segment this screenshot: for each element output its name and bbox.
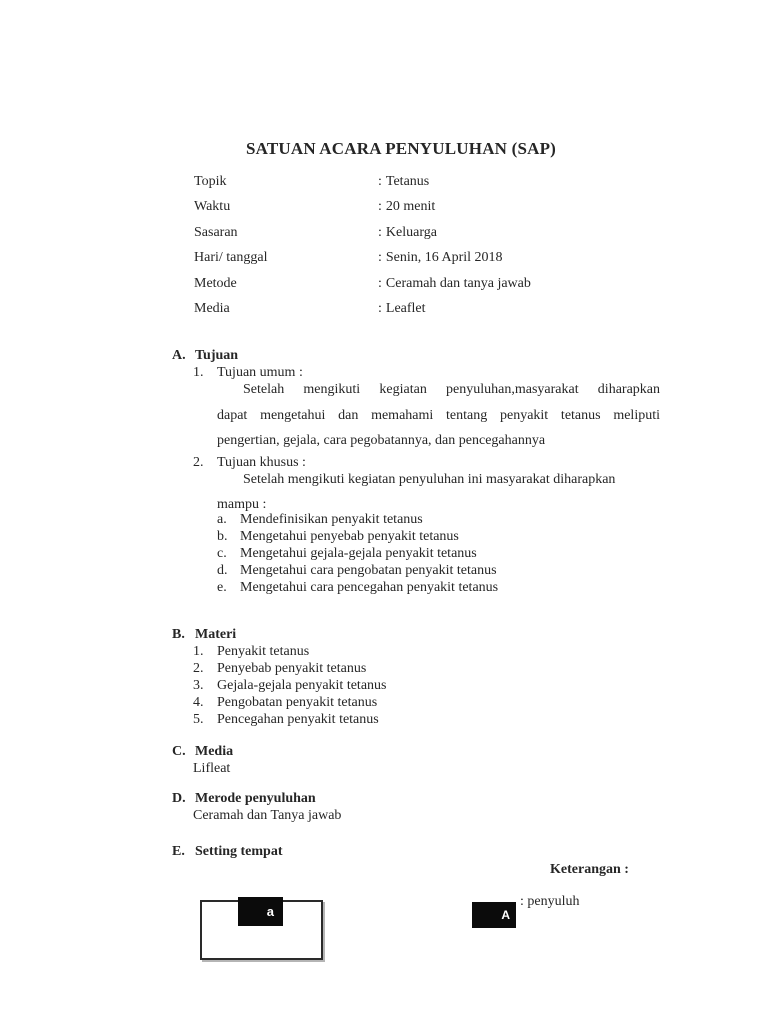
list-item-number: 3.: [193, 678, 204, 693]
meta-row-hari-tanggal: [194, 249, 664, 274]
section-letter: E.: [172, 844, 185, 859]
meta-separator: :: [378, 275, 382, 291]
section-metode-body: Ceramah dan Tanya jawab: [193, 808, 342, 823]
list-item-number: 2.: [193, 661, 204, 676]
meta-value: 20 menit: [385, 199, 436, 215]
list-item: [217, 579, 664, 596]
paragraph-line: mampu :: [217, 497, 267, 512]
list-item: [193, 660, 664, 677]
section-letter: A.: [172, 348, 186, 363]
item-number: 1.: [193, 365, 204, 380]
list-item-letter: a.: [217, 511, 227, 527]
meta-separator: :: [378, 174, 382, 189]
meta-label: Media: [194, 300, 230, 316]
list-item-text: Penyakit tetanus: [217, 644, 310, 659]
list-item: [217, 562, 664, 579]
list-item-text: Mengetahui cara pengobatan penyakit tetanus: [240, 562, 497, 578]
list-item-text: Mengetahui penyebab penyakit tetanus: [240, 528, 459, 544]
section-title: Tujuan: [195, 348, 239, 363]
tujuan-umum-paragraph: [217, 377, 660, 454]
list-item-number: 4.: [193, 695, 204, 710]
meta-row-waktu: [194, 198, 664, 223]
list-item-number: 1.: [193, 644, 204, 659]
meta-row-topik: [194, 173, 664, 198]
keterangan-label: Keterangan :: [550, 862, 629, 877]
item-label: Tujuan umum :: [217, 365, 303, 380]
meta-label: Topik: [194, 174, 227, 189]
list-item-text: Mendefinisikan penyakit tetanus: [240, 511, 423, 527]
section-letter: C.: [172, 744, 186, 759]
list-item-text: Pencegahan penyakit tetanus: [217, 712, 379, 727]
list-item-letter: c.: [217, 545, 227, 561]
penyuluh-legend-symbol: A: [501, 907, 510, 922]
section-metode-heading: [172, 790, 664, 807]
meta-value: Tetanus: [385, 174, 430, 189]
meta-label: Hari/ tanggal: [194, 250, 268, 266]
list-item-text: Penyebab penyakit tetanus: [217, 661, 367, 676]
meta-separator: :: [378, 224, 382, 240]
meta-label: Waktu: [194, 199, 231, 215]
paragraph-line: pengertian, gejala, cara pegobatannya, dan pencegahannya: [217, 433, 546, 448]
list-item-text: Pengobatan penyakit tetanus: [217, 695, 378, 710]
section-materi-heading: [172, 626, 664, 643]
meta-separator: :: [378, 300, 382, 316]
section-title: Merode penyuluhan: [195, 791, 316, 806]
section-media-heading: [172, 743, 664, 760]
list-item: [217, 545, 664, 562]
section-title: Setting tempat: [195, 844, 283, 859]
meta-row-metode: [194, 275, 664, 300]
section-setting-tempat: [172, 843, 664, 860]
paragraph-line: dapat mengetahui dan memahami tentang penyakit tetanus meliputi: [217, 407, 660, 423]
list-item: [217, 511, 664, 528]
section-tujuan: [172, 347, 664, 596]
list-item: [193, 677, 664, 694]
list-item-text: Mengetahui cara pencegahan penyakit tetanus: [240, 579, 499, 595]
meta-value: Keluarga: [385, 224, 437, 240]
penyuluh-legend-text: : penyuluh: [520, 894, 580, 909]
penyuluh-legend-swatch: [472, 902, 516, 928]
tujuan-khusus-list: [172, 511, 664, 596]
list-item: [193, 694, 664, 711]
meta-table: [194, 173, 664, 325]
meta-value: Ceramah dan tanya jawab: [385, 275, 531, 291]
presenter-position-label: a: [266, 904, 274, 919]
page-title: SATUAN ACARA PENYULUHAN (SAP): [245, 139, 557, 158]
meta-separator: :: [378, 199, 382, 215]
list-item-text: Gejala-gejala penyakit tetanus: [217, 678, 387, 693]
section-media: [172, 743, 664, 777]
list-item-letter: d.: [217, 562, 228, 578]
meta-value: Senin, 16 April 2018: [385, 250, 503, 266]
meta-row-media: [194, 300, 664, 325]
section-tujuan-heading: [172, 347, 664, 364]
list-item: [193, 643, 664, 660]
meta-separator: :: [378, 250, 382, 266]
paragraph-line: Setelah mengikuti kegiatan penyuluhan,masyarakat diharapkan: [243, 382, 660, 397]
list-item-text: Mengetahui gejala-gejala penyakit tetanus: [240, 545, 477, 561]
section-letter: D.: [172, 791, 186, 806]
meta-label: Sasaran: [194, 224, 238, 240]
presenter-position-box: [238, 897, 283, 926]
meta-value: Leaflet: [385, 300, 426, 316]
section-letter: B.: [172, 627, 185, 642]
section-title: Materi: [195, 627, 237, 642]
list-item-letter: e.: [217, 579, 227, 595]
list-item: [193, 711, 664, 728]
item-number: 2.: [193, 454, 204, 470]
section-metode-penyuluhan: [172, 790, 664, 824]
paragraph-line: Setelah mengikuti kegiatan penyuluhan ini masyarakat diharapkan: [243, 471, 616, 487]
list-item-letter: b.: [217, 528, 228, 544]
meta-label: Metode: [194, 275, 237, 291]
section-materi: [172, 626, 664, 728]
item-label: Tujuan khusus :: [217, 454, 306, 470]
meta-row-sasaran: [194, 224, 664, 249]
list-item: [217, 528, 664, 545]
section-media-body: Lifleat: [193, 761, 231, 776]
list-item-number: 5.: [193, 712, 204, 727]
section-setting-heading: [172, 843, 664, 860]
section-title: Media: [195, 744, 234, 759]
